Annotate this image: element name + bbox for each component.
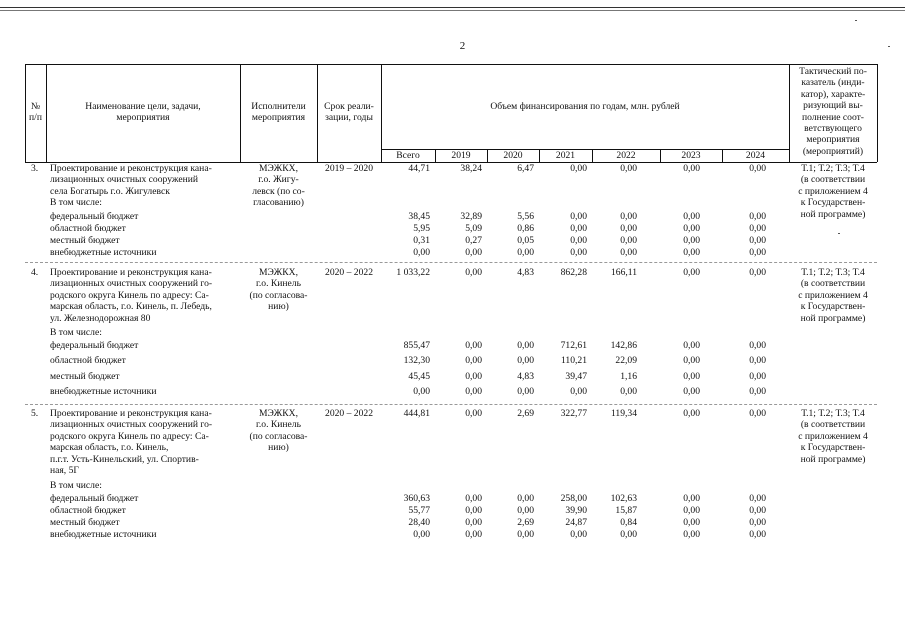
sub-value: 0,00 <box>517 529 534 540</box>
measure-executor: МЭЖКХ, г.о. Жигу- левск (по со- гласованию) <box>252 163 305 209</box>
total-2024: 0,00 <box>749 408 766 419</box>
sub-value: 0,00 <box>683 211 700 222</box>
row-number: 3. <box>31 163 39 174</box>
including-label: В том числе: <box>50 197 102 208</box>
table-top-border <box>25 64 877 65</box>
sub-value: 0,00 <box>570 235 587 246</box>
col-divider <box>877 64 878 162</box>
header-term: Срок реали- зации, годы <box>324 101 374 124</box>
sub-value: 0,00 <box>570 386 587 397</box>
sub-label: областной бюджет <box>50 505 126 516</box>
scan-speck <box>855 20 857 21</box>
sub-value: 0,27 <box>465 235 482 246</box>
measure-title: Проектирование и реконструкция кана- лизационных очистных сооружений села Богатырь г.о. Жигулевск <box>50 163 212 197</box>
year-2022-header: 2022 <box>616 150 636 161</box>
sub-value: 0,00 <box>517 386 534 397</box>
sub-value: 0,00 <box>749 211 766 222</box>
sub-value: 102,63 <box>610 493 637 504</box>
sub-value: 0,00 <box>570 529 587 540</box>
sub-value: 0,00 <box>749 223 766 234</box>
sub-value: 855,47 <box>403 340 430 351</box>
total-2024: 0,00 <box>749 163 766 174</box>
sub-value: 0,00 <box>683 517 700 528</box>
row-separator <box>25 404 877 405</box>
sub-value: 55,77 <box>408 505 430 516</box>
sub-value: 0,00 <box>749 371 766 382</box>
sub-value: 2,69 <box>517 517 534 528</box>
sub-value: 0,00 <box>517 493 534 504</box>
measure-title: Проектирование и реконструкция кана- лизационных очистных сооружений го- родского округа Кинель по адресу: Са- марская область, г.о. Кинель, п. Лебедь, ул. Железнодорожная 80 <box>50 267 213 324</box>
sub-value: 0,00 <box>683 493 700 504</box>
sub-value: 0,00 <box>749 529 766 540</box>
total-2022: 166,11 <box>610 267 637 278</box>
total-all: 44,71 <box>408 163 430 174</box>
sub-value: 0,00 <box>570 211 587 222</box>
header-funding: Объем финансирования по годам, млн. рублей <box>490 101 680 112</box>
sub-value: 0,00 <box>413 247 430 258</box>
sub-value: 15,87 <box>615 505 637 516</box>
sub-label: федеральный бюджет <box>50 340 139 351</box>
row-number: 4. <box>31 267 39 278</box>
sub-label: областной бюджет <box>50 355 126 366</box>
sub-value: 0,00 <box>683 235 700 246</box>
sub-value: 0,00 <box>683 355 700 366</box>
total-2020: 2,69 <box>517 408 534 419</box>
sub-value: 0,00 <box>465 340 482 351</box>
year-2021-header: 2021 <box>555 150 576 161</box>
sub-value: 0,00 <box>465 247 482 258</box>
header-num: № п/п <box>29 101 42 124</box>
sub-value: 712,61 <box>560 340 587 351</box>
measure-indicator: Т.1; Т.2; Т.3; Т.4 (в соответствии с приложением 4 к Государствен- ной программе) <box>798 163 868 220</box>
sub-label: внебюджетные источники <box>50 247 157 258</box>
sub-value: 0,00 <box>465 505 482 516</box>
measure-executor: МЭЖКХ, г.о. Кинель (по согласова- нию) <box>249 408 308 454</box>
sub-value: 360,63 <box>403 493 430 504</box>
total-2022: 119,34 <box>610 408 637 419</box>
year-total-header: Всего <box>396 150 420 161</box>
sub-value: 0,00 <box>683 505 700 516</box>
total-2024: 0,00 <box>749 267 766 278</box>
sub-value: 39,47 <box>565 371 587 382</box>
header-indicator: Тактический по- казатель (инди- катор), характе- ризующий вы- полнение соот- ветствующего мероприятия (мероприятий) <box>799 66 867 157</box>
year-2023-header: 2023 <box>681 150 701 161</box>
sub-value: 5,56 <box>517 211 534 222</box>
sub-value: 0,00 <box>749 505 766 516</box>
sub-value: 24,87 <box>565 517 587 528</box>
sub-value: 0,00 <box>749 340 766 351</box>
sub-value: 0,00 <box>683 529 700 540</box>
total-2021: 0,00 <box>570 163 587 174</box>
sub-value: 5,95 <box>413 223 430 234</box>
sub-label: местный бюджет <box>50 235 120 246</box>
sub-value: 0,00 <box>517 505 534 516</box>
total-2023: 0,00 <box>683 408 700 419</box>
row-number: 5. <box>31 408 39 419</box>
sub-value: 0,00 <box>749 493 766 504</box>
header-executors: Исполнители мероприятия <box>251 101 306 124</box>
sub-value: 0,00 <box>683 340 700 351</box>
sub-value: 4,83 <box>517 371 534 382</box>
sub-label: местный бюджет <box>50 371 120 382</box>
sub-value: 0,00 <box>465 371 482 382</box>
sub-value: 0,00 <box>465 529 482 540</box>
including-label: В том числе: <box>50 327 102 338</box>
sub-value: 0,00 <box>620 223 637 234</box>
total-2019: 0,00 <box>465 408 482 419</box>
measure-title: Проектирование и реконструкция кана- лизационных очистных сооружений го- родского округа Кинель по адресу: Са- марская область, г.о. Кинель, п.г.т. Усть-Кинельский, ул. Спортив- ная, 5Г <box>50 408 213 477</box>
total-2023: 0,00 <box>683 163 700 174</box>
sub-value: 0,00 <box>749 355 766 366</box>
sub-value: 0,00 <box>413 529 430 540</box>
year-2024-header: 2024 <box>745 150 766 161</box>
total-all: 444,81 <box>403 408 430 419</box>
sub-value: 258,00 <box>560 493 587 504</box>
sub-value: 32,89 <box>460 211 482 222</box>
sub-value: 0,31 <box>413 235 430 246</box>
sub-value: 0,00 <box>465 493 482 504</box>
total-all: 1 033,22 <box>396 267 430 278</box>
total-2023: 0,00 <box>683 267 700 278</box>
sub-value: 0,00 <box>620 247 637 258</box>
sub-value: 0,00 <box>465 355 482 366</box>
sub-value: 0,00 <box>620 235 637 246</box>
year-2019-header: 2019 <box>451 150 471 161</box>
total-2020: 4,83 <box>517 267 534 278</box>
measure-term: 2020 – 2022 <box>325 267 373 278</box>
sub-value: 132,30 <box>403 355 430 366</box>
page-number: 2 <box>459 40 466 52</box>
sub-value: 0,00 <box>683 371 700 382</box>
sub-value: 0,00 <box>517 355 534 366</box>
total-2021: 322,77 <box>560 408 587 419</box>
scan-edge-line <box>0 10 905 11</box>
sub-label: внебюджетные источники <box>50 529 157 540</box>
sub-value: 0,00 <box>683 247 700 258</box>
measure-term: 2020 – 2022 <box>325 408 373 419</box>
total-2022: 0,00 <box>620 163 637 174</box>
sub-value: 142,86 <box>610 340 637 351</box>
sub-value: 0,00 <box>570 247 587 258</box>
total-2021: 862,28 <box>560 267 587 278</box>
total-2019: 0,00 <box>465 267 482 278</box>
sub-value: 0,00 <box>413 386 430 397</box>
measure-term: 2019 – 2020 <box>325 163 373 174</box>
scan-speck <box>838 233 840 234</box>
sub-value: 45,45 <box>408 371 430 382</box>
sub-value: 0,00 <box>683 223 700 234</box>
sub-label: федеральный бюджет <box>50 493 139 504</box>
sub-value: 0,00 <box>620 386 637 397</box>
sub-label: внебюджетные источники <box>50 386 157 397</box>
sub-value: 1,16 <box>620 371 637 382</box>
year-2020-header: 2020 <box>503 150 523 161</box>
sub-value: 110,21 <box>560 355 587 366</box>
sub-value: 0,86 <box>517 223 534 234</box>
sub-label: областной бюджет <box>50 223 126 234</box>
funding-table <box>25 64 877 540</box>
sub-value: 39,90 <box>565 505 587 516</box>
scan-edge-line <box>0 7 905 8</box>
sub-value: 0,00 <box>683 386 700 397</box>
sub-value: 22,09 <box>615 355 637 366</box>
measure-indicator: Т.1; Т.2; Т.3; Т.4 (в соответствии с приложением 4 к Государствен- ной программе) <box>798 267 868 324</box>
sub-label: местный бюджет <box>50 517 120 528</box>
measure-executor: МЭЖКХ, г.о. Кинель (по согласова- нию) <box>249 267 308 313</box>
including-label: В том числе: <box>50 480 102 491</box>
col-divider <box>381 64 382 162</box>
total-2019: 38,24 <box>460 163 482 174</box>
row-separator <box>25 262 877 263</box>
total-2020: 6,47 <box>517 163 534 174</box>
sub-value: 0,00 <box>620 529 637 540</box>
sub-value: 0,00 <box>749 247 766 258</box>
sub-value: 0,00 <box>570 223 587 234</box>
sub-value: 5,09 <box>465 223 482 234</box>
sub-value: 0,84 <box>620 517 637 528</box>
sub-value: 0,00 <box>465 386 482 397</box>
sub-label: федеральный бюджет <box>50 211 139 222</box>
sub-value: 28,40 <box>408 517 430 528</box>
sub-value: 38,45 <box>408 211 430 222</box>
sub-value: 0,00 <box>749 517 766 528</box>
sub-value: 0,00 <box>517 247 534 258</box>
measure-indicator: Т.1; Т.2; Т.3; Т.4 (в соответствии с приложением 4 к Государствен- ной программе) <box>798 408 868 465</box>
sub-value: 0,00 <box>465 517 482 528</box>
sub-value: 0,00 <box>749 235 766 246</box>
header-name: Наименование цели, задачи, мероприятия <box>85 101 201 124</box>
sub-value: 0,00 <box>749 386 766 397</box>
sub-value: 0,05 <box>517 235 534 246</box>
sub-value: 0,00 <box>620 211 637 222</box>
sub-value: 0,00 <box>517 340 534 351</box>
